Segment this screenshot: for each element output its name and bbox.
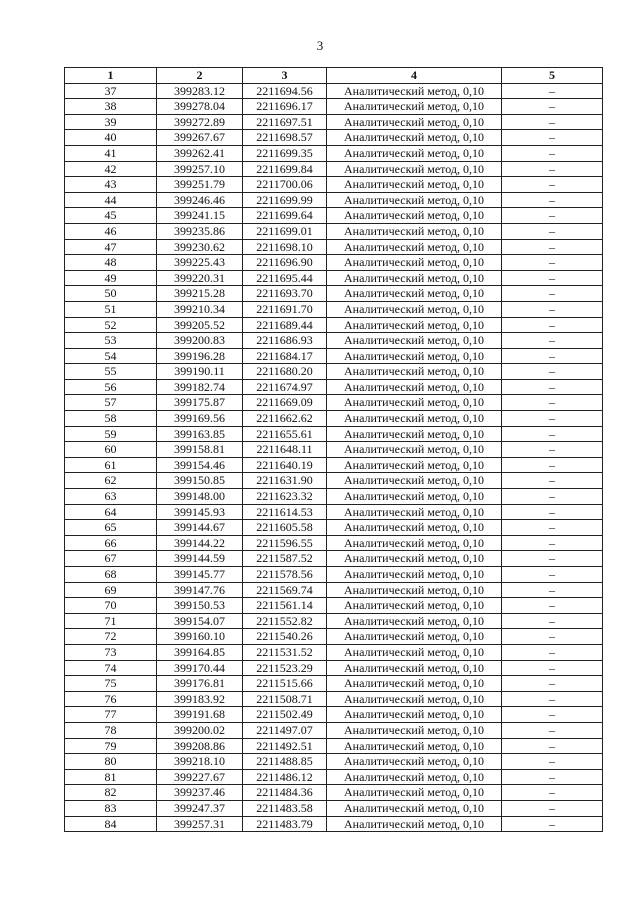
description-cell: –: [502, 598, 603, 614]
y-coordinate-cell: 2211483.58: [243, 800, 327, 816]
x-coordinate-cell: 399144.59: [157, 551, 243, 567]
description-cell: –: [502, 769, 603, 785]
point-number-cell: 38: [65, 99, 157, 115]
description-cell: –: [502, 239, 603, 255]
x-coordinate-cell: 399154.46: [157, 457, 243, 473]
point-number-cell: 74: [65, 660, 157, 676]
x-coordinate-cell: 399176.81: [157, 676, 243, 692]
y-coordinate-cell: 2211655.61: [243, 426, 327, 442]
x-coordinate-cell: 399241.15: [157, 208, 243, 224]
y-coordinate-cell: 2211680.20: [243, 364, 327, 380]
method-cell: Аналитический метод, 0,10: [327, 489, 502, 505]
table-row: [65, 800, 603, 816]
method-cell: Аналитический метод, 0,10: [327, 567, 502, 583]
point-number-cell: 46: [65, 223, 157, 239]
x-coordinate-cell: 399237.46: [157, 785, 243, 801]
y-coordinate-cell: 2211699.01: [243, 223, 327, 239]
table-row: [65, 473, 603, 489]
method-cell: Аналитический метод, 0,10: [327, 707, 502, 723]
method-cell: Аналитический метод, 0,10: [327, 348, 502, 364]
point-number-cell: 65: [65, 520, 157, 536]
coordinates-table: [64, 67, 603, 832]
description-cell: –: [502, 348, 603, 364]
table-row: [65, 691, 603, 707]
table-row: [65, 722, 603, 738]
method-cell: Аналитический метод, 0,10: [327, 379, 502, 395]
point-number-cell: 70: [65, 598, 157, 614]
x-coordinate-cell: 399200.83: [157, 333, 243, 349]
description-cell: –: [502, 738, 603, 754]
x-coordinate-cell: 399267.67: [157, 130, 243, 146]
description-cell: –: [502, 317, 603, 333]
point-number-cell: 41: [65, 145, 157, 161]
point-number-cell: 55: [65, 364, 157, 380]
method-cell: Аналитический метод, 0,10: [327, 130, 502, 146]
y-coordinate-cell: 2211696.17: [243, 99, 327, 115]
x-coordinate-cell: 399145.77: [157, 567, 243, 583]
point-number-cell: 50: [65, 286, 157, 302]
column-header-point: 1: [65, 68, 157, 84]
method-cell: Аналитический метод, 0,10: [327, 286, 502, 302]
y-coordinate-cell: 2211689.44: [243, 317, 327, 333]
point-number-cell: 72: [65, 629, 157, 645]
method-cell: Аналитический метод, 0,10: [327, 769, 502, 785]
description-cell: –: [502, 691, 603, 707]
point-number-cell: 64: [65, 504, 157, 520]
description-cell: –: [502, 676, 603, 692]
point-number-cell: 67: [65, 551, 157, 567]
point-number-cell: 58: [65, 411, 157, 427]
description-cell: –: [502, 379, 603, 395]
y-coordinate-cell: 2211648.11: [243, 442, 327, 458]
method-cell: Аналитический метод, 0,10: [327, 255, 502, 271]
table-row: [65, 754, 603, 770]
point-number-cell: 82: [65, 785, 157, 801]
x-coordinate-cell: 399175.87: [157, 395, 243, 411]
table-row: [65, 130, 603, 146]
y-coordinate-cell: 2211693.70: [243, 286, 327, 302]
table-row: [65, 785, 603, 801]
table-row: [65, 613, 603, 629]
description-cell: –: [502, 504, 603, 520]
method-cell: Аналитический метод, 0,10: [327, 145, 502, 161]
point-number-cell: 45: [65, 208, 157, 224]
description-cell: –: [502, 83, 603, 99]
method-cell: Аналитический метод, 0,10: [327, 301, 502, 317]
description-cell: –: [502, 816, 603, 832]
table-row: [65, 364, 603, 380]
table-row: [65, 333, 603, 349]
method-cell: Аналитический метод, 0,10: [327, 629, 502, 645]
y-coordinate-cell: 2211699.84: [243, 161, 327, 177]
y-coordinate-cell: 2211502.49: [243, 707, 327, 723]
point-number-cell: 39: [65, 114, 157, 130]
method-cell: Аналитический метод, 0,10: [327, 551, 502, 567]
description-cell: –: [502, 707, 603, 723]
x-coordinate-cell: 399182.74: [157, 379, 243, 395]
table-row: [65, 255, 603, 271]
table-row: [65, 567, 603, 583]
table-row: [65, 286, 603, 302]
point-number-cell: 80: [65, 754, 157, 770]
y-coordinate-cell: 2211699.99: [243, 192, 327, 208]
description-cell: –: [502, 442, 603, 458]
x-coordinate-cell: 399163.85: [157, 426, 243, 442]
method-cell: Аналитический метод, 0,10: [327, 114, 502, 130]
method-cell: Аналитический метод, 0,10: [327, 442, 502, 458]
method-cell: Аналитический метод, 0,10: [327, 177, 502, 193]
column-header-y: 3: [243, 68, 327, 84]
method-cell: Аналитический метод, 0,10: [327, 426, 502, 442]
point-number-cell: 81: [65, 769, 157, 785]
description-cell: –: [502, 785, 603, 801]
y-coordinate-cell: 2211691.70: [243, 301, 327, 317]
description-cell: –: [502, 457, 603, 473]
y-coordinate-cell: 2211662.62: [243, 411, 327, 427]
y-coordinate-cell: 2211508.71: [243, 691, 327, 707]
x-coordinate-cell: 399190.11: [157, 364, 243, 380]
y-coordinate-cell: 2211523.29: [243, 660, 327, 676]
point-number-cell: 63: [65, 489, 157, 505]
x-coordinate-cell: 399283.12: [157, 83, 243, 99]
point-number-cell: 75: [65, 676, 157, 692]
method-cell: Аналитический метод, 0,10: [327, 660, 502, 676]
description-cell: –: [502, 130, 603, 146]
y-coordinate-cell: 2211515.66: [243, 676, 327, 692]
y-coordinate-cell: 2211531.52: [243, 644, 327, 660]
y-coordinate-cell: 2211669.09: [243, 395, 327, 411]
x-coordinate-cell: 399225.43: [157, 255, 243, 271]
table-row: [65, 411, 603, 427]
point-number-cell: 53: [65, 333, 157, 349]
y-coordinate-cell: 2211497.07: [243, 722, 327, 738]
x-coordinate-cell: 399230.62: [157, 239, 243, 255]
y-coordinate-cell: 2211488.85: [243, 754, 327, 770]
method-cell: Аналитический метод, 0,10: [327, 738, 502, 754]
x-coordinate-cell: 399145.93: [157, 504, 243, 520]
x-coordinate-cell: 399148.00: [157, 489, 243, 505]
description-cell: –: [502, 208, 603, 224]
y-coordinate-cell: 2211694.56: [243, 83, 327, 99]
x-coordinate-cell: 399218.10: [157, 754, 243, 770]
table-row: [65, 114, 603, 130]
table-row: [65, 145, 603, 161]
table-row: [65, 676, 603, 692]
method-cell: Аналитический метод, 0,10: [327, 239, 502, 255]
x-coordinate-cell: 399272.89: [157, 114, 243, 130]
x-coordinate-cell: 399220.31: [157, 270, 243, 286]
description-cell: –: [502, 754, 603, 770]
description-cell: –: [502, 286, 603, 302]
y-coordinate-cell: 2211700.06: [243, 177, 327, 193]
method-cell: Аналитический метод, 0,10: [327, 676, 502, 692]
column-header-description: 5: [502, 68, 603, 84]
table-row: [65, 504, 603, 520]
table-row: [65, 239, 603, 255]
description-cell: –: [502, 114, 603, 130]
description-cell: –: [502, 426, 603, 442]
description-cell: –: [502, 223, 603, 239]
column-header-method: 4: [327, 68, 502, 84]
method-cell: Аналитический метод, 0,10: [327, 785, 502, 801]
x-coordinate-cell: 399158.81: [157, 442, 243, 458]
method-cell: Аналитический метод, 0,10: [327, 520, 502, 536]
table-row: [65, 192, 603, 208]
description-cell: –: [502, 629, 603, 645]
point-number-cell: 47: [65, 239, 157, 255]
point-number-cell: 59: [65, 426, 157, 442]
y-coordinate-cell: 2211569.74: [243, 582, 327, 598]
method-cell: Аналитический метод, 0,10: [327, 161, 502, 177]
table-row: [65, 208, 603, 224]
x-coordinate-cell: 399160.10: [157, 629, 243, 645]
x-coordinate-cell: 399170.44: [157, 660, 243, 676]
x-coordinate-cell: 399257.10: [157, 161, 243, 177]
table-row: [65, 535, 603, 551]
x-coordinate-cell: 399208.86: [157, 738, 243, 754]
point-number-cell: 84: [65, 816, 157, 832]
method-cell: Аналитический метод, 0,10: [327, 270, 502, 286]
x-coordinate-cell: 399183.92: [157, 691, 243, 707]
method-cell: Аналитический метод, 0,10: [327, 83, 502, 99]
table-row: [65, 426, 603, 442]
y-coordinate-cell: 2211640.19: [243, 457, 327, 473]
table-row: [65, 442, 603, 458]
table-row: [65, 177, 603, 193]
x-coordinate-cell: 399215.28: [157, 286, 243, 302]
table-row: [65, 660, 603, 676]
y-coordinate-cell: 2211684.17: [243, 348, 327, 364]
x-coordinate-cell: 399150.85: [157, 473, 243, 489]
x-coordinate-cell: 399227.67: [157, 769, 243, 785]
y-coordinate-cell: 2211697.51: [243, 114, 327, 130]
y-coordinate-cell: 2211699.35: [243, 145, 327, 161]
table-row: [65, 301, 603, 317]
table-row: [65, 223, 603, 239]
table-row: [65, 161, 603, 177]
x-coordinate-cell: 399200.02: [157, 722, 243, 738]
description-cell: –: [502, 161, 603, 177]
method-cell: Аналитический метод, 0,10: [327, 364, 502, 380]
point-number-cell: 68: [65, 567, 157, 583]
point-number-cell: 57: [65, 395, 157, 411]
description-cell: –: [502, 551, 603, 567]
point-number-cell: 51: [65, 301, 157, 317]
point-number-cell: 77: [65, 707, 157, 723]
y-coordinate-cell: 2211540.26: [243, 629, 327, 645]
y-coordinate-cell: 2211486.12: [243, 769, 327, 785]
point-number-cell: 66: [65, 535, 157, 551]
x-coordinate-cell: 399196.28: [157, 348, 243, 364]
x-coordinate-cell: 399278.04: [157, 99, 243, 115]
y-coordinate-cell: 2211695.44: [243, 270, 327, 286]
table-row: [65, 629, 603, 645]
x-coordinate-cell: 399144.22: [157, 535, 243, 551]
description-cell: –: [502, 411, 603, 427]
x-coordinate-cell: 399251.79: [157, 177, 243, 193]
table-row: [65, 551, 603, 567]
point-number-cell: 61: [65, 457, 157, 473]
x-coordinate-cell: 399210.34: [157, 301, 243, 317]
x-coordinate-cell: 399169.56: [157, 411, 243, 427]
point-number-cell: 49: [65, 270, 157, 286]
x-coordinate-cell: 399257.31: [157, 816, 243, 832]
x-coordinate-cell: 399164.85: [157, 644, 243, 660]
y-coordinate-cell: 2211686.93: [243, 333, 327, 349]
table-row: [65, 816, 603, 832]
table-row: [65, 395, 603, 411]
x-coordinate-cell: 399247.37: [157, 800, 243, 816]
table-row: [65, 99, 603, 115]
x-coordinate-cell: 399191.68: [157, 707, 243, 723]
method-cell: Аналитический метод, 0,10: [327, 192, 502, 208]
point-number-cell: 76: [65, 691, 157, 707]
description-cell: –: [502, 800, 603, 816]
description-cell: –: [502, 270, 603, 286]
y-coordinate-cell: 2211696.90: [243, 255, 327, 271]
description-cell: –: [502, 301, 603, 317]
description-cell: –: [502, 567, 603, 583]
method-cell: Аналитический метод, 0,10: [327, 333, 502, 349]
description-cell: –: [502, 395, 603, 411]
point-number-cell: 40: [65, 130, 157, 146]
x-coordinate-cell: 399147.76: [157, 582, 243, 598]
table-row: [65, 598, 603, 614]
description-cell: –: [502, 582, 603, 598]
method-cell: Аналитический метод, 0,10: [327, 473, 502, 489]
y-coordinate-cell: 2211699.64: [243, 208, 327, 224]
method-cell: Аналитический метод, 0,10: [327, 99, 502, 115]
method-cell: Аналитический метод, 0,10: [327, 582, 502, 598]
y-coordinate-cell: 2211587.52: [243, 551, 327, 567]
table-row: [65, 83, 603, 99]
method-cell: Аналитический метод, 0,10: [327, 722, 502, 738]
x-coordinate-cell: 399235.86: [157, 223, 243, 239]
y-coordinate-cell: 2211484.36: [243, 785, 327, 801]
table-row: [65, 582, 603, 598]
description-cell: –: [502, 333, 603, 349]
point-number-cell: 78: [65, 722, 157, 738]
point-number-cell: 56: [65, 379, 157, 395]
x-coordinate-cell: 399154.07: [157, 613, 243, 629]
point-number-cell: 83: [65, 800, 157, 816]
y-coordinate-cell: 2211698.10: [243, 239, 327, 255]
x-coordinate-cell: 399246.46: [157, 192, 243, 208]
y-coordinate-cell: 2211483.79: [243, 816, 327, 832]
point-number-cell: 79: [65, 738, 157, 754]
method-cell: Аналитический метод, 0,10: [327, 223, 502, 239]
point-number-cell: 62: [65, 473, 157, 489]
point-number-cell: 43: [65, 177, 157, 193]
table-row: [65, 769, 603, 785]
table-row: [65, 348, 603, 364]
description-cell: –: [502, 722, 603, 738]
y-coordinate-cell: 2211698.57: [243, 130, 327, 146]
x-coordinate-cell: 399144.67: [157, 520, 243, 536]
table-row: [65, 520, 603, 536]
table-row: [65, 457, 603, 473]
description-cell: –: [502, 255, 603, 271]
table-row: [65, 379, 603, 395]
y-coordinate-cell: 2211492.51: [243, 738, 327, 754]
point-number-cell: 52: [65, 317, 157, 333]
method-cell: Аналитический метод, 0,10: [327, 754, 502, 770]
method-cell: Аналитический метод, 0,10: [327, 395, 502, 411]
y-coordinate-cell: 2211631.90: [243, 473, 327, 489]
description-cell: –: [502, 520, 603, 536]
point-number-cell: 71: [65, 613, 157, 629]
point-number-cell: 48: [65, 255, 157, 271]
description-cell: –: [502, 613, 603, 629]
point-number-cell: 44: [65, 192, 157, 208]
method-cell: Аналитический метод, 0,10: [327, 644, 502, 660]
table-row: [65, 707, 603, 723]
y-coordinate-cell: 2211596.55: [243, 535, 327, 551]
x-coordinate-cell: 399150.53: [157, 598, 243, 614]
y-coordinate-cell: 2211623.32: [243, 489, 327, 505]
table-row: [65, 644, 603, 660]
y-coordinate-cell: 2211552.82: [243, 613, 327, 629]
column-header-x: 2: [157, 68, 243, 84]
y-coordinate-cell: 2211605.58: [243, 520, 327, 536]
point-number-cell: 54: [65, 348, 157, 364]
x-coordinate-cell: 399262.41: [157, 145, 243, 161]
y-coordinate-cell: 2211578.56: [243, 567, 327, 583]
description-cell: –: [502, 489, 603, 505]
description-cell: –: [502, 192, 603, 208]
point-number-cell: 37: [65, 83, 157, 99]
description-cell: –: [502, 644, 603, 660]
method-cell: Аналитический метод, 0,10: [327, 691, 502, 707]
table-row: [65, 317, 603, 333]
y-coordinate-cell: 2211561.14: [243, 598, 327, 614]
description-cell: –: [502, 660, 603, 676]
method-cell: Аналитический метод, 0,10: [327, 535, 502, 551]
table-row: [65, 489, 603, 505]
table-row: [65, 270, 603, 286]
point-number-cell: 42: [65, 161, 157, 177]
method-cell: Аналитический метод, 0,10: [327, 598, 502, 614]
method-cell: Аналитический метод, 0,10: [327, 208, 502, 224]
point-number-cell: 69: [65, 582, 157, 598]
description-cell: –: [502, 177, 603, 193]
y-coordinate-cell: 2211614.53: [243, 504, 327, 520]
x-coordinate-cell: 399205.52: [157, 317, 243, 333]
method-cell: Аналитический метод, 0,10: [327, 800, 502, 816]
description-cell: –: [502, 535, 603, 551]
description-cell: –: [502, 145, 603, 161]
page-number: 3: [316, 38, 324, 53]
table-row: [65, 738, 603, 754]
description-cell: –: [502, 473, 603, 489]
description-cell: –: [502, 364, 603, 380]
method-cell: Аналитический метод, 0,10: [327, 613, 502, 629]
point-number-cell: 60: [65, 442, 157, 458]
table-header-row: [65, 68, 603, 84]
method-cell: Аналитический метод, 0,10: [327, 457, 502, 473]
point-number-cell: 73: [65, 644, 157, 660]
description-cell: –: [502, 99, 603, 115]
method-cell: Аналитический метод, 0,10: [327, 317, 502, 333]
y-coordinate-cell: 2211674.97: [243, 379, 327, 395]
method-cell: Аналитический метод, 0,10: [327, 504, 502, 520]
method-cell: Аналитический метод, 0,10: [327, 816, 502, 832]
method-cell: Аналитический метод, 0,10: [327, 411, 502, 427]
